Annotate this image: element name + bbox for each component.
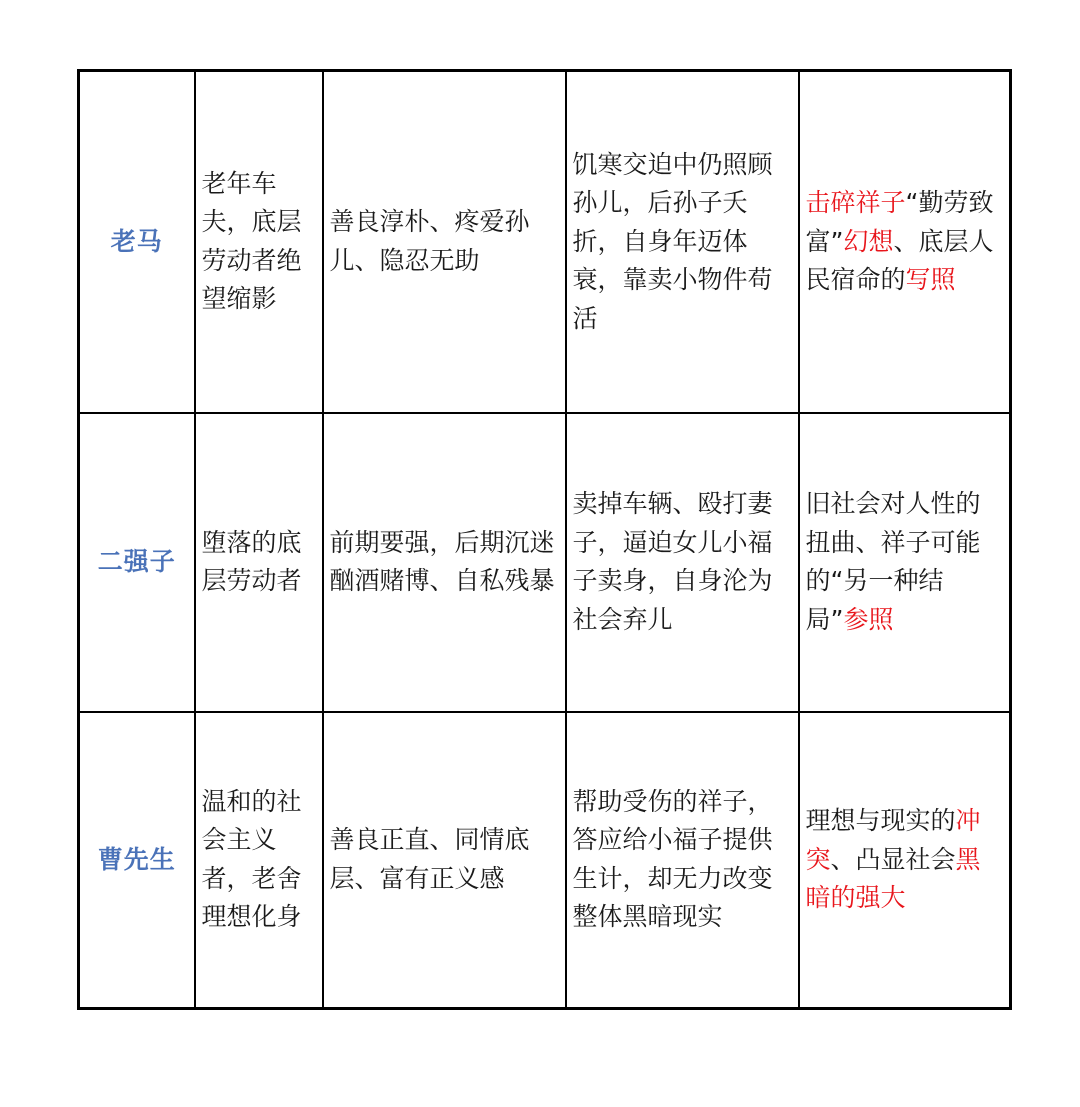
identity-cell [195,712,323,1009]
character-table [77,69,1012,1010]
character-name-cell [79,413,195,712]
traits-text: 前期要强，后期沉迷酗酒赌博、自私残暴 [329,527,555,595]
identity-text: 堕落的底层劳动者 [201,527,302,595]
significance-cell [799,413,1011,712]
traits-cell [323,413,566,712]
character-name: 二强子 [97,546,176,576]
significance-segment: 、凸显社会 [830,844,956,874]
traits-cell [323,71,566,413]
significance-segment: 理想与现实的 [805,806,956,835]
significance-segment: 参照 [843,604,894,634]
significance-cell [799,712,1011,1009]
significance-segment: 写照 [905,265,956,294]
identity-text: 老年车夫，底层劳动者绝望缩影 [201,168,302,314]
experience-text: 帮助受伤的祥子，答应给小福子提供生计，却无力改变整体黑暗现实 [572,786,773,932]
table-row [79,712,1011,1009]
significance-segment: 冲突 [805,806,981,874]
table-row [79,71,1011,413]
experience-cell [566,413,799,712]
identity-cell [195,71,323,413]
significance-segment: 旧社会对人性的扭曲、祥子可能的“另一种结局” [805,489,981,634]
experience-text: 卖掉车辆、殴打妻子，逼迫女儿小福子卖身，自身沦为社会弃儿 [572,489,773,634]
traits-text: 善良正直、同情底层、富有正义感 [329,825,530,893]
identity-cell [195,413,323,712]
significance-text [806,802,1004,918]
significance-segment: 幻想 [843,226,894,256]
significance-cell [799,71,1011,413]
experience-text: 饥寒交迫中仍照顾孙儿，后孙子夭折，自身年迈体衰，靠卖小物件苟活 [572,149,773,333]
significance-segment: 、底层人民宿命的 [805,226,994,294]
character-name-cell [79,712,195,1009]
traits-text: 善良淳朴、疼爱孙儿、隐忍无助 [329,207,530,275]
significance-segment: 黑暗的强大 [805,844,981,912]
experience-cell [566,71,799,413]
significance-segment: 击碎祥子 [805,188,906,217]
character-name-cell [79,71,195,413]
character-name: 曹先生 [97,844,176,874]
character-name: 老马 [110,226,163,256]
identity-text: 温和的社会主义者，老舍理想化身 [201,786,302,932]
significance-text [806,485,1004,639]
experience-cell [566,712,799,1009]
significance-segment: “勤劳致富” [805,188,994,256]
traits-cell [323,712,566,1009]
table-body [79,71,1011,1009]
table-row [79,413,1011,712]
significance-text [806,184,1004,300]
